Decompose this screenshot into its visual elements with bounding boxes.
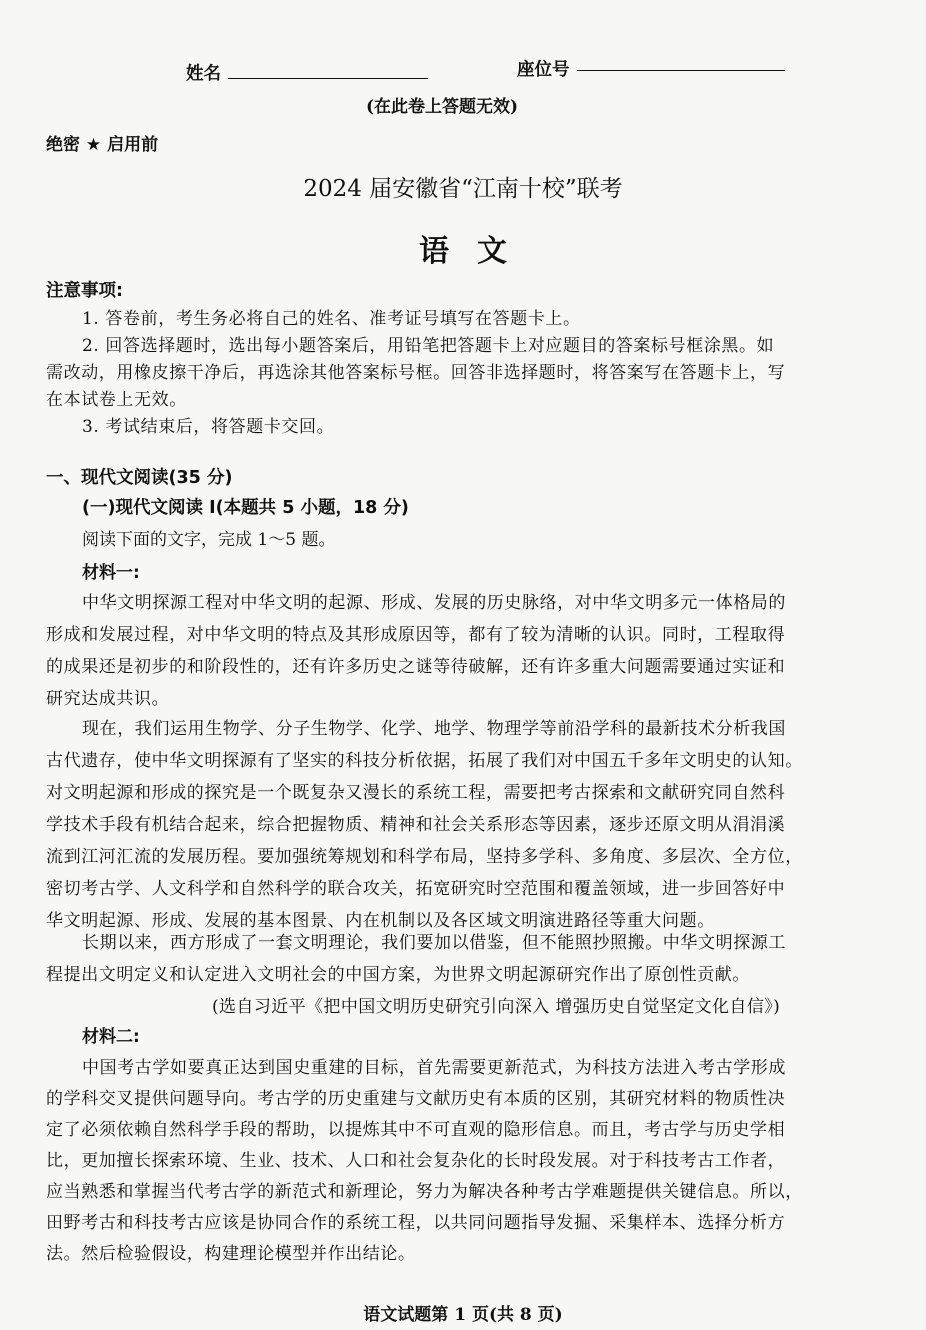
seat-underline[interactable]: [577, 70, 785, 71]
text-line: 法。然后检验假设，构建理论模型并作出结论。: [46, 1244, 416, 1264]
text-line: 田野考古和科技考古应该是协同合作的系统工程，以共同问题指导发掘、采集样本、选择分析方: [46, 1213, 786, 1233]
text-line: 比，更加擅长探索环境、生业、技术、人口和社会复杂化的长时段发展。对于科技考古工作者，: [46, 1151, 786, 1171]
text-line: 的成果还是初步的和阶段性的，还有许多历史之谜等待破解，还有许多重大问题需要通过实证和: [46, 657, 786, 677]
invalid-notice: (在此卷上答题无效): [366, 97, 519, 117]
text-line: 对文明起源和形成的探究是一个既复杂又漫长的系统工程，需要把考古探索和文献研究同自然科: [46, 783, 786, 803]
material-1-label: 材料一:: [82, 563, 140, 583]
secret-label: 绝密 ★ 启用前: [46, 135, 159, 155]
text-line: 中华文明探源工程对中华文明的起源、形成、发展的历史脉络，对中华文明多元一体格局的: [82, 593, 786, 613]
text-line: 古代遗存，使中华文明探源有了坚实的科技分析依据，拓展了我们对中国五千多年文明史的认知。: [46, 751, 803, 771]
material-2-label: 材料二:: [82, 1027, 140, 1047]
text-line: 形成和发展过程，对中华文明的特点及其形成原因等，都有了较为清晰的认识。同时，工程取得: [46, 625, 786, 645]
text-line: 程提出文明定义和认定进入文明社会的中国方案，为世界文明起源研究作出了原创性贡献。: [46, 965, 750, 985]
name-label: 姓名: [186, 64, 221, 84]
text-line: 的学科交叉提供问题导向。考古学的历史重建与文献历史有本质的区别，其研究材料的物质性决: [46, 1089, 786, 1109]
text-line: 华文明起源、形成、发展的基本图景、内在机制以及各区域文明演进路径等重大问题。: [46, 911, 715, 931]
subject-title: 语文: [419, 234, 535, 269]
note-item-1: 1. 答卷前，考生务必将自己的姓名、准考证号填写在答题卡上。: [82, 309, 581, 329]
text-line: 中国考古学如要真正达到国史重建的目标，首先需要更新范式，为科技方法进入考古学形成: [82, 1058, 786, 1078]
text-line: 密切考古学、人文科学和自然科学的联合攻关，拓宽研究时空范围和覆盖领域，进一步回答好中: [46, 879, 786, 899]
note-item-3: 3. 考试结束后，将答题卡交回。: [82, 417, 335, 437]
text-line: 流到江河汇流的发展历程。要加强统筹规划和科学布局，坚持多学科、多角度、多层次、全方位，: [46, 847, 803, 867]
note-item-2: 2. 回答选择题时，选出每小题答案后，用铅笔把答题卡上对应题目的答案标号框涂黑。如: [82, 336, 775, 356]
seat-label: 座位号: [517, 60, 570, 80]
exam-title: 2024 届安徽省“江南十校”联考: [303, 176, 623, 202]
page-footer: 语文试题第 1 页(共 8 页): [363, 1305, 563, 1325]
note-item-2-cont: 需改动，用橡皮擦干净后，再选涂其他答案标号框。回答非选择题时，将答案写在答题卡上，写: [46, 363, 786, 383]
text-line: 研究达成共识。: [46, 689, 170, 709]
material-1-source: (选自习近平《把中国文明历史研究引向深入 增强历史自觉坚定文化自信》): [212, 997, 781, 1017]
text-line: 定了必须依赖自然科学手段的帮助，以提炼其中不可直观的隐形信息。而且，考古学与历史学相: [46, 1120, 786, 1140]
instruction: 阅读下面的文字，完成 1～5 题。: [82, 530, 336, 550]
text-line: 学技术手段有机结合起来，综合把握物质、精神和社会关系形态等因素，逐步还原文明从涓涓溪: [46, 815, 786, 835]
name-underline[interactable]: [228, 78, 428, 79]
note-item-2-end: 在本试卷上无效。: [46, 390, 187, 410]
text-line: 应当熟悉和掌握当代考古学的新范式和新理论，努力为解决各种考古学难题提供关键信息。所以，: [46, 1182, 803, 1202]
text-line: 现在，我们运用生物学、分子生物学、化学、地学、物理学等前沿学科的最新技术分析我国: [82, 719, 786, 739]
notes-heading: 注意事项:: [46, 281, 123, 301]
text-line: 长期以来，西方形成了一套文明理论，我们要加以借鉴，但不能照抄照搬。中华文明探源工: [82, 933, 786, 953]
section-heading: 一、现代文阅读(35 分): [46, 468, 233, 488]
subsection-heading: (一)现代文阅读 I(本题共 5 小题，18 分): [82, 498, 409, 518]
